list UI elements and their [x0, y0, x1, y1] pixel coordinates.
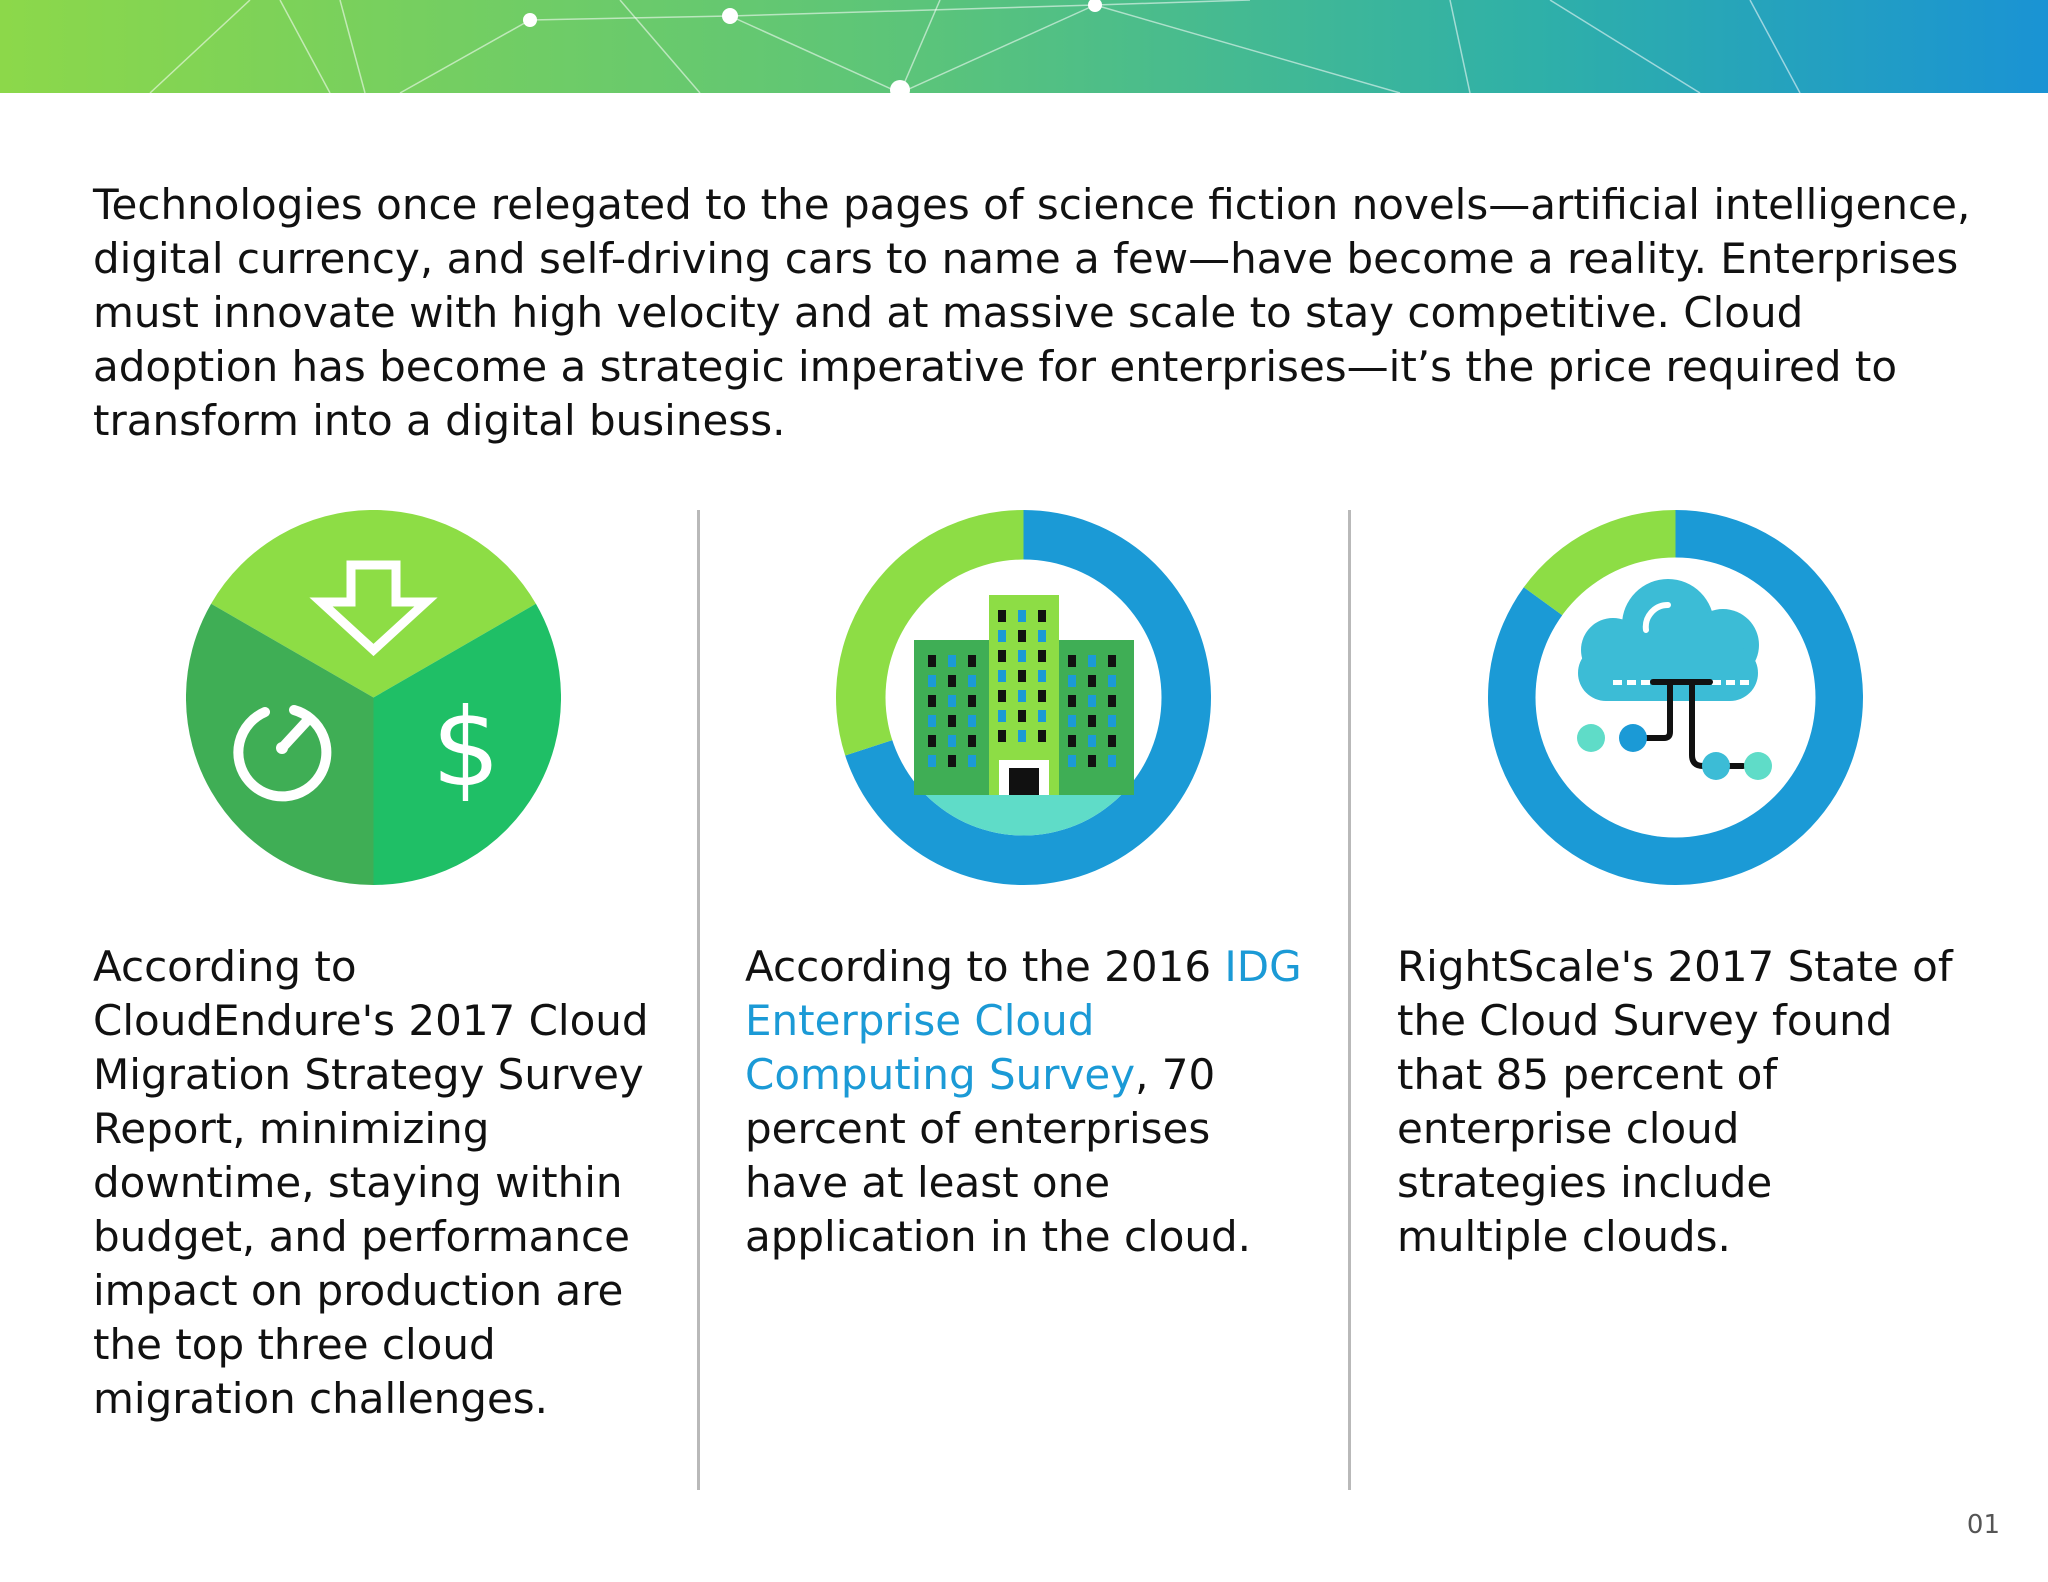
building-window	[1068, 695, 1076, 707]
column-1-text: According to CloudEndure's 2017 Cloud Migration Strategy Survey Report, minimizing downtime, staying within budget, and performance impact on production are the top three cloud migration challenges.	[93, 942, 649, 1423]
building-window	[1068, 735, 1076, 747]
column-divider-1	[697, 510, 700, 1490]
column-3-text: RightScale's 2017 State of the Cloud Survey found that 85 percent of enterprise cloud strategies include multiple clouds.	[1397, 942, 1953, 1261]
column-2-text	[745, 940, 1305, 1264]
building-window	[948, 715, 956, 727]
building-window	[928, 735, 936, 747]
idg-survey-link[interactable]: IDG Enterprise Cloud Computing Survey	[745, 942, 1302, 1099]
building-window	[1018, 730, 1026, 742]
building-window	[928, 675, 936, 687]
building-window	[968, 735, 976, 747]
building-window	[1108, 755, 1116, 767]
building-window	[1018, 650, 1026, 662]
building-window	[998, 650, 1006, 662]
column-2-text-rest: , 70 percent of enterprises have at least one application in the cloud.	[745, 1050, 1252, 1261]
building-window	[1038, 610, 1046, 622]
column-2-text-intro: According to the 2016	[745, 942, 1225, 991]
building-window	[1038, 730, 1046, 742]
building-window	[1088, 735, 1096, 747]
building-window	[928, 755, 936, 767]
building-window	[1088, 715, 1096, 727]
building-window	[1038, 690, 1046, 702]
building-window	[1108, 735, 1116, 747]
network-pattern-graphic	[0, 0, 2048, 93]
building-window	[928, 695, 936, 707]
building-window	[998, 730, 1006, 742]
building-window	[968, 715, 976, 727]
building-window	[998, 710, 1006, 722]
intro-paragraph: Technologies once relegated to the pages of science fiction novels—artificial intelligence, digital currency, and self-driving cars to name a few—have become a reality. Enterprises must innovate with high velocity and at massive scale to stay competitive. Cloud adoption has become a strategic imperative for enterprises—it’s the price required to transform into a digital business.	[93, 180, 1971, 445]
building-window	[1088, 755, 1096, 767]
building-window	[948, 755, 956, 767]
building-window	[1088, 695, 1096, 707]
building-window	[948, 695, 956, 707]
building-window	[998, 670, 1006, 682]
building-window	[1038, 670, 1046, 682]
building-window	[968, 755, 976, 767]
building-window	[1068, 675, 1076, 687]
building-window	[1088, 655, 1096, 667]
multi-cloud-ring-icon	[1488, 510, 1863, 885]
building-window	[1108, 675, 1116, 687]
svg-text:$: $	[431, 686, 501, 811]
building-window	[1108, 655, 1116, 667]
column-divider-2	[1348, 510, 1351, 1490]
enterprise-cloud-ring-icon	[836, 510, 1211, 885]
building-window	[1018, 610, 1026, 622]
building-window	[1068, 655, 1076, 667]
building-window	[998, 610, 1006, 622]
building-window	[968, 655, 976, 667]
building-window	[948, 735, 956, 747]
building-window	[998, 690, 1006, 702]
building-window	[1018, 630, 1026, 642]
building-window	[1108, 695, 1116, 707]
building-window	[1018, 710, 1026, 722]
header-banner	[0, 0, 2048, 93]
building-window	[1068, 755, 1076, 767]
building-window	[1108, 715, 1116, 727]
dollar-icon	[432, 686, 501, 811]
building-window	[928, 655, 936, 667]
building-window	[1068, 715, 1076, 727]
building-window	[1018, 690, 1026, 702]
building-window	[968, 675, 976, 687]
building-window	[948, 655, 956, 667]
building-window	[998, 630, 1006, 642]
building-window	[948, 675, 956, 687]
building-window	[968, 695, 976, 707]
building-window	[928, 715, 936, 727]
building-window	[1038, 710, 1046, 722]
page-number: 01	[1966, 1510, 2000, 1540]
building-window	[1038, 650, 1046, 662]
migration-challenges-icon	[186, 510, 561, 885]
building-window	[1038, 630, 1046, 642]
building-window	[1088, 675, 1096, 687]
building-window	[1018, 670, 1026, 682]
